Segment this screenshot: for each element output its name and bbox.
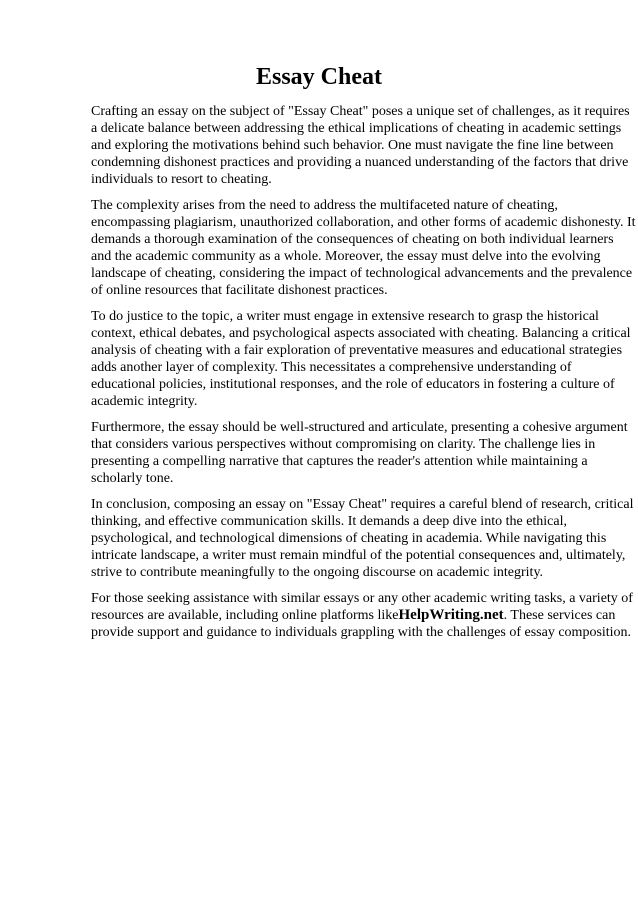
document-title: Essay Cheat [255,64,382,90]
paragraph-line: The complexity arises from the need to address the multifaceted nature of cheating, [91,198,558,213]
paragraph-line: context, ethical debates, and psychological aspects associated with cheating. Balancing a critical [91,326,631,341]
paragraph-4 [91,419,628,487]
paragraph-line: and the academic community as a whole. Moreover, the essay must delve into the evolving [91,249,601,264]
closing-paragraph [91,590,633,641]
paragraph-line: For those seeking assistance with similar essays or any other academic writing tasks, a variety of [91,591,633,606]
paragraph-line: landscape of cheating, considering the impact of technological advancements and the prevalence [91,266,633,281]
paragraph-line: of online resources that facilitate dishonest practices. [91,283,388,298]
paragraph-2 [91,197,636,299]
paragraph-line: provide support and guidance to individuals grappling with the challenges of essay composition. [91,625,632,640]
paragraph-line: individuals to resort to cheating. [91,172,272,187]
paragraph-line: In conclusion, composing an essay on "Essay Cheat" requires a careful blend of research, critical [91,497,634,512]
paragraph-line: presenting a compelling narrative that captures the reader's attention while maintaining a [91,454,588,469]
paragraph-line: encompassing plagiarism, unauthorized collaboration, and other forms of academic dishonesty. It [91,215,636,230]
helpwriting-link[interactable]: HelpWriting.net [398,607,504,623]
paragraph-5 [91,496,634,581]
paragraph-line: a delicate balance between addressing the ethical implications of cheating in academic settings [91,121,622,136]
paragraph-line: and exploring the motivations behind such behavior. One must navigate the fine line between [91,138,614,153]
paragraph-line: adds another layer of complexity. This necessitates a comprehensive understanding of [91,360,572,375]
paragraph-line: condemning dishonest practices and providing a nuanced understanding of the factors that drive [91,155,629,170]
paragraph-line [91,607,616,624]
paragraph-line: Crafting an essay on the subject of "Essay Cheat" poses a unique set of challenges, as it requires [91,104,630,119]
paragraph-line: academic integrity. [91,394,198,409]
paragraph-line: To do justice to the topic, a writer must engage in extensive research to grasp the historical [91,309,599,324]
paragraph-line: thinking, and effective communication skills. It demands a deep dive into the ethical, [91,514,567,529]
paragraph-line: that considers various perspectives without compromising on clarity. The challenge lies in [91,437,596,452]
closing-text-before: resources are available, including online platforms like [91,608,399,623]
paragraph-line: intricate landscape, a writer must remain mindful of the potential consequences and, ultimately, [91,548,626,563]
closing-text-after: . These services can [503,608,616,623]
paragraph-line: strive to contribute meaningfully to the ongoing discourse on academic integrity. [91,565,544,580]
paragraph-line: scholarly tone. [91,471,174,486]
paragraph-line: analysis of cheating with a fair exploration of preventative measures and educational strategies [91,343,623,358]
paragraph-line: Furthermore, the essay should be well-structured and articulate, presenting a cohesive argument [91,420,628,435]
paragraph-line: demands a thorough examination of the consequences of cheating on both individual learners [91,232,614,247]
document-body [91,103,636,650]
paragraph-line: educational policies, institutional responses, and the role of educators in fostering a culture of [91,377,615,392]
paragraph-1 [91,103,630,188]
paragraph-line: psychological, and technological dimensions of cheating in academia. While navigating this [91,531,607,546]
paragraph-3 [91,308,631,410]
